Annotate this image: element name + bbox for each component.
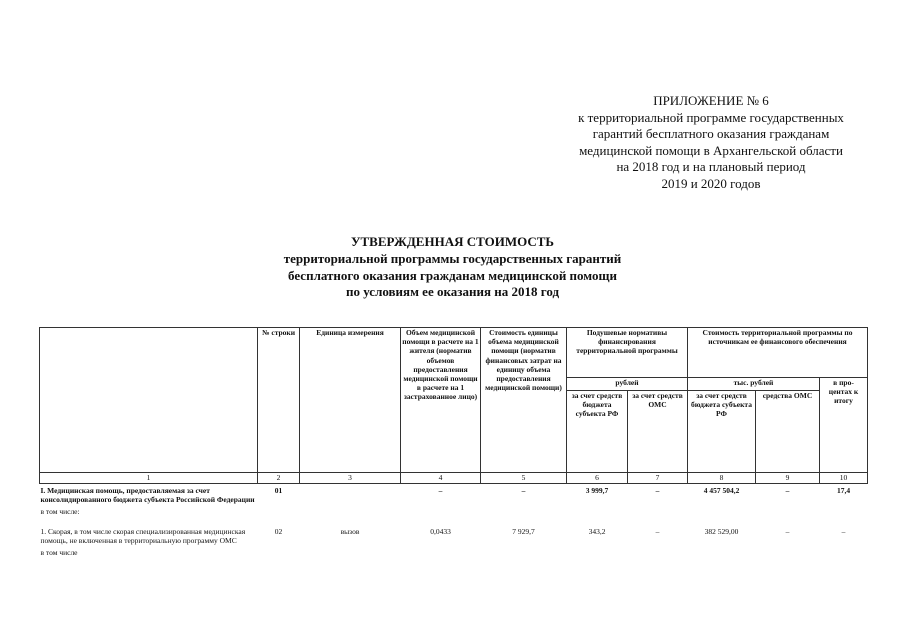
row-unit: вызов <box>340 526 360 536</box>
header-row-no: № строки <box>258 328 300 473</box>
header-cost-unit: Стоимость единицы объема медицинской помощи (норматив финансовых затрат на единицу объема предоставления медицинской помощи) <box>481 328 567 473</box>
title-line: УТВЕРЖДЕННАЯ СТОИМОСТЬ <box>350 234 555 249</box>
table-row <box>40 525 868 545</box>
row-percent: 17,4 <box>836 486 851 495</box>
table-subheading-row <box>40 545 868 565</box>
appendix-block <box>548 93 874 192</box>
subheading: в том числе: <box>40 507 80 517</box>
row-number: 01 <box>274 486 283 495</box>
appendix-line: 2019 и 2020 годов <box>661 175 761 191</box>
title-line: территориальной программы государственных гарантий <box>283 250 622 266</box>
row-unit <box>300 484 401 505</box>
header-thousand-rubles: тыс. рублей <box>688 378 820 391</box>
column-number: 7 <box>628 473 688 484</box>
row-per-capita-budget: 343,2 <box>588 526 606 536</box>
cost-table <box>39 327 868 565</box>
row-program-oms: – <box>785 526 790 536</box>
header-budget: за счет средств бюджета субъекта РФ <box>567 391 628 473</box>
column-number: 2 <box>258 473 300 484</box>
column-numbers-row <box>40 473 868 484</box>
row-program-oms: – <box>785 486 790 495</box>
column-number: 3 <box>300 473 401 484</box>
subheading: в том числе <box>40 548 78 558</box>
column-number: 9 <box>756 473 820 484</box>
column-number: 1 <box>40 473 258 484</box>
header-percent: в про- центах к итогу <box>820 378 868 473</box>
title-line: бесплатного оказания гражданам медицинской помощи <box>288 267 617 283</box>
row-volume: – <box>438 486 443 495</box>
header-volume: Объем медицинской помощи в расчете на 1 жителя (норматив объемов предоставления медицинской помощи в расчете на 1 застрахованное лицо) <box>401 328 481 473</box>
row-label: I. Медицинская помощь, предоставляемая за счет консолидированного бюджета субъекта Российской Федерации <box>40 486 255 505</box>
column-number: 8 <box>688 473 756 484</box>
header-empty <box>40 328 258 473</box>
row-cost: 7 929,7 <box>512 526 535 536</box>
column-number: 5 <box>481 473 567 484</box>
appendix-line: к территориальной программе государственных <box>578 109 844 125</box>
column-number: 4 <box>401 473 481 484</box>
header-rubles: рублей <box>567 378 688 391</box>
appendix-line: гарантий бесплатного оказания гражданам <box>592 126 830 141</box>
header-oms-funds: средства ОМС <box>756 391 820 473</box>
row-per-capita-budget: 3 999,7 <box>585 486 609 495</box>
appendix-line: ПРИЛОЖЕНИЕ № 6 <box>653 93 769 108</box>
appendix-line: на 2018 год и на плановый период <box>616 159 806 174</box>
row-number: 02 <box>274 526 283 536</box>
title-line: по условиям ее оказания на 2018 год <box>345 284 560 300</box>
header-per-capita: Подушевые нормативы финансирования территориальной программы <box>567 328 688 378</box>
row-volume: 0,0433 <box>430 526 451 536</box>
row-per-capita-oms: – <box>655 526 660 536</box>
row-program-budget: 382 529,00 <box>704 526 739 536</box>
row-per-capita-oms: – <box>655 486 660 495</box>
row-program-budget: 4 457 504,2 <box>703 486 740 495</box>
table-row <box>40 484 868 505</box>
row-label: 1. Скорая, в том числе скорая специализированная медицинская помощь, не включенная в территориальную программу ОМС <box>40 526 246 545</box>
row-cost: – <box>521 486 526 495</box>
column-number: 6 <box>567 473 628 484</box>
appendix-line: медицинской помощи в Архангельской области <box>579 142 843 158</box>
row-percent: – <box>841 526 846 536</box>
header-oms: за счет средств ОМС <box>628 391 688 473</box>
column-number: 10 <box>820 473 868 484</box>
header-budget-funds: за счет средств бюджета субъекта РФ <box>688 391 756 473</box>
header-cost-program: Стоимость территориальной программы по источникам ее финансового обеспечения <box>688 328 868 378</box>
document-title <box>200 234 705 301</box>
table-subheading-row <box>40 504 868 524</box>
header-unit: Единица измерения <box>300 328 401 473</box>
